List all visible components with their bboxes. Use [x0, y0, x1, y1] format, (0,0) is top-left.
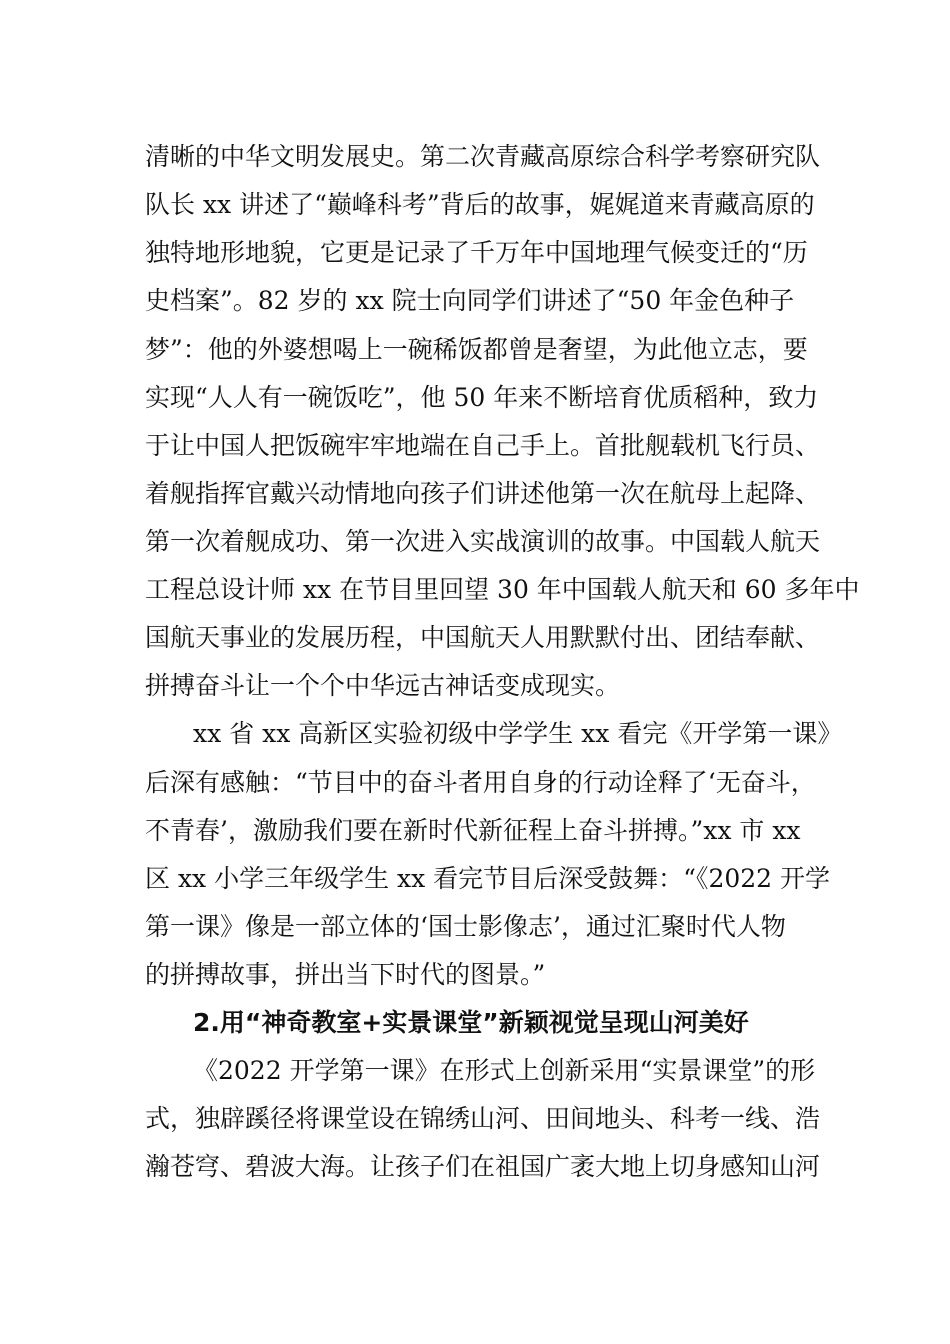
text-line: 第一次着舰成功、第一次进入实战演训的故事。中国载人航天: [145, 527, 821, 556]
text-line: 瀚苍穹、碧波大海。让孩子们在祖国广袤大地上切身感知山河: [145, 1152, 821, 1181]
text-line: 《2022 开学第一课》在形式上创新采用“实景课堂”的形: [193, 1056, 816, 1085]
text-line: 清晰的中华文明发展史。第二次青藏高原综合科学考察研究队: [145, 142, 821, 171]
text-line: 的拼搏故事，拼出当下时代的图景。”: [145, 960, 546, 989]
text-line: 梦”：他的外婆想喝上一碗稀饭都曾是奢望，为此他立志，要: [145, 335, 808, 364]
section-heading: 2.用“神奇教室+实景课堂”新颖视觉呈现山河美好: [193, 1008, 749, 1037]
text-line: 着舰指挥官戴兴动情地向孩子们讲述他第一次在航母上起降、: [145, 479, 821, 508]
text-line: 国航天事业的发展历程，中国航天人用默默付出、团结奉献、: [145, 623, 821, 652]
text-line: 第一课》像是一部立体的‘国士影像志’，通过汇聚时代人物: [145, 912, 786, 941]
text-line: 拼搏奋斗让一个个中华远古神话变成现实。: [145, 671, 621, 700]
text-line: 独特地形地貌，它更是记录了千万年中国地理气候变迁的“历: [145, 238, 808, 267]
text-line: 式，独辟蹊径将课堂设在锦绣山河、田间地头、科考一线、浩: [145, 1104, 821, 1133]
text-line: 区 xx 小学三年级学生 xx 看完节目后深受鼓舞：“《2022 开学: [145, 864, 831, 893]
text-line: 实现“人人有一碗饭吃”，他 50 年来不断培育优质稻种，致力: [145, 383, 819, 412]
text-line: 工程总设计师 xx 在节目里回望 30 年中国载人航天和 60 多年中: [145, 575, 860, 604]
text-line: 队长 xx 讲述了“巅峰科考”背后的故事，娓娓道来青藏高原的: [145, 190, 815, 219]
text-line: 于让中国人把饭碗牢牢地端在自己手上。首批舰载机飞行员、: [145, 431, 821, 460]
text-line: 史档案”。82 岁的 xx 院士向同学们讲述了“50 年金色种子: [145, 286, 795, 315]
text-line: 不青春’，激励我们要在新时代新征程上奋斗拼搏。”xx 市 xx: [145, 816, 801, 845]
text-line: 后深有感触：“节目中的奋斗者用自身的行动诠释了‘无奋斗，: [145, 768, 816, 797]
text-line: xx 省 xx 高新区实验初级中学学生 xx 看完《开学第一课》: [193, 719, 843, 748]
